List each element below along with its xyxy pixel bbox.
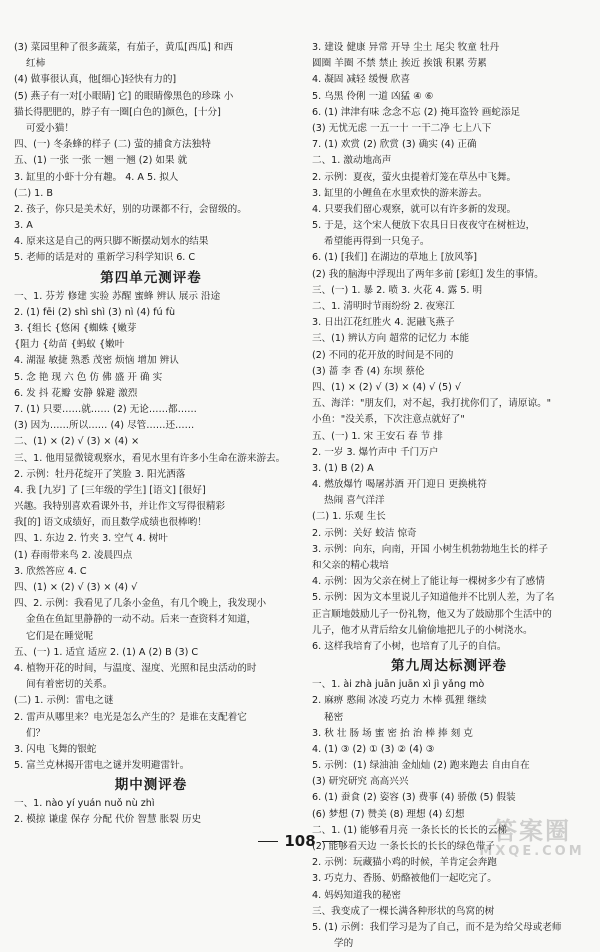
answer-line: (3) 因为……所以…… (4) 尽管……还…… (14, 420, 195, 432)
answer-line: 4. 植物开花的时间，与温度、湿度、光照和昆虫活动的时 (14, 662, 257, 674)
answer-line: 间有着密切的关系。 (26, 679, 113, 691)
answer-line: 2. 模掠 谦虚 保存 分配 代价 智慧 胀裂 历史 (14, 814, 202, 826)
answer-line: 2. 孩子，你只是美术好，别的功课都不行，会留级的。 (14, 203, 247, 215)
answer-line: 5. 念 艳 现 六 色 仿 佛 盛 开 确 实 (14, 371, 163, 383)
section-heading: 期中测评卷 (114, 777, 188, 794)
answer-line: 3. 闪电 飞舞的银蛇 (14, 743, 97, 755)
answer-line: 2. 示例：夏夜，萤火虫提着灯笼在草丛中飞舞。 (312, 171, 517, 183)
answer-line: 7. (1) 欢赏 (2) 欣赏 (3) 确实 (4) 正确 (312, 139, 477, 151)
answer-line: 三、1. 他用显微镜观察水，看见水里有许多小生命在游来游去。 (14, 452, 286, 464)
answer-line: 可爱小猫！ (26, 122, 74, 134)
answer-line: 五、(一) 1. 宋 王安石 春 节 排 (312, 430, 443, 442)
watermark-text: 答案圈 (493, 817, 571, 845)
answer-line: (2) 能够看天边 一条长长的长长的绿色带子 (312, 841, 495, 852)
answer-line: 4. 原来这是自己的两只脚不断摆动划水的结果 (14, 236, 209, 248)
answer-line: 四、2. 示例：我看见了几条小金鱼，有几个晚上，我发现小 (14, 598, 267, 610)
answer-line: 4. 妈妈知道我的秘密 (312, 889, 401, 901)
watermark-url: MXQE.COM (479, 844, 585, 859)
answer-line: 金鱼在鱼缸里静静的一动不动。后来一查资料才知道， (26, 614, 257, 626)
answer-line: 4. 凝固 减轻 缓慢 欣喜 (312, 74, 411, 86)
answer-line: 5. 示例：因为文本里说儿子知道他并不比别人差，为了名 (312, 592, 555, 604)
answer-line: 4. 示例：因为父亲在树上了能让每一棵树多少有了感情 (312, 576, 545, 588)
answer-line: 2. 麻痹 憨闹 冰凌 巧克力 木棒 孤狸 继续 (312, 695, 487, 707)
answer-line: 3. (1) B (2) A (312, 462, 374, 474)
answer-line: (2) 不同的花开放的时间是不同的 (312, 349, 454, 361)
answer-line: {阻力 {幼苗 {蚂蚁 {嫩叶 (14, 339, 125, 351)
answer-line: 二、1. 清明时节雨纷纷 2. 夜寒江 (312, 301, 455, 312)
answer-line: 红柿 (26, 58, 46, 70)
answer-line: 3. 缸里的小鲤鱼在水里欢快的游来游去。 (312, 187, 488, 199)
answer-line: 希望能再得到一只兔子。 (324, 236, 430, 248)
page-number-dash-right (322, 841, 342, 842)
answer-line: (二) 1. 示例：雷电之谜 (14, 695, 114, 707)
answer-line: (4) 做事很认真，他[细心]轻快有力的] (14, 74, 177, 86)
answer-line: (3) 无忧无虑 一五一十 一干二净 七上八下 (312, 122, 492, 134)
answer-line: 儿子，他才从背后给女儿偷偷地把儿子的小树浇水。 (312, 624, 533, 636)
answer-line: 四、(1) × (2) √ (3) × (4) √ (14, 582, 138, 593)
answer-line: 们？ (26, 727, 46, 739)
answer-line: 3. {组长 {悠闲 {蜘蛛 {嫩芽 (14, 323, 137, 334)
answer-line: (2) 我的脑海中浮现出了两年多前 [彩虹] 发生的事情。 (312, 268, 544, 280)
right-column (312, 40, 586, 952)
answer-line: 5. 老师的话是对的 重新学习科学知识 6. C (14, 252, 196, 264)
answer-line: 二、1. (1) 能够看月亮 一条长长的长长的云梯 (312, 824, 507, 836)
answer-line: 五、海洋："朋友们，对不起，我打扰你们了，请原谅。" (312, 398, 552, 410)
answer-line: 6. (1) [我们] 在湖边的草地上 [放风筝] (312, 252, 478, 264)
answer-line: 6. 发 抖 花瓣 安静 躲避 激烈 (14, 387, 138, 399)
answer-line: 3. 日出江花红胜火 4. 泥融飞燕子 (312, 317, 455, 329)
answer-line: 5. 乌黑 伶俐 一道 凶猛 ④ ⑥ (312, 90, 434, 102)
answer-line: 小鱼："没关系，下次注意点就好了" (312, 414, 465, 426)
answer-line: 5. 于是，这个宋人便放下农具日日夜夜守在树桩边， (312, 220, 536, 232)
answer-line: 三、我变成了一棵长满各种形状的鸟窝的树 (312, 905, 495, 917)
answer-line: 2. 一岁 3. 爆竹声中 千门万户 (312, 446, 439, 458)
answer-line: 三、(一) 1. 暴 2. 喷 3. 火花 4. 露 5. 明 (312, 284, 483, 296)
answer-line: 圆圈 羊圈 不禁 禁止 挨近 挨饿 积累 劳累 (312, 58, 487, 70)
answer-line: 4. 燃放爆竹 喝屠苏酒 开门迎日 更换桃符 (312, 479, 487, 491)
answer-line: 五、(1) 一张 一张 一翘 一翘 (2) 如果 就 (14, 155, 188, 167)
answer-line: 3. 巧克力、香肠、奶酪被他们一起吃完了。 (312, 873, 497, 885)
page-number-dash-left (258, 841, 278, 842)
answer-line: 一、1. 芬芳 修建 实验 苏醒 蜜蜂 辨认 展示 沿途 (14, 290, 221, 302)
answer-line: 四、1. 东边 2. 竹夹 3. 空气 4. 树叶 (14, 533, 168, 545)
answer-line: 2. (1) fēi (2) shì shì (3) nì (4) fú fù (14, 306, 176, 318)
answer-line: 6. 这样我培育了小树，也培育了儿子的自信。 (312, 640, 507, 652)
answer-line: (6) 梦想 (7) 赞美 (8) 理想 (4) 幻想 (312, 808, 465, 820)
answer-line: 7. (1) 只要……就…… (2) 无论……都…… (14, 403, 197, 415)
section-heading: 第九周达标测评卷 (391, 658, 507, 675)
answer-line: 2. 示例：玩藏猫小鸡的时候，羊肯定会奔跑 (312, 857, 497, 869)
watermark-logo (472, 818, 592, 864)
answer-line: 5. 示例：(1) 绿油油 金灿灿 (2) 跑来跑去 自由自在 (312, 760, 530, 772)
answer-line: 一、1. nào yí yuán nuǒ nù zhì (14, 798, 155, 810)
answer-line: 和父亲的精心栽培 (312, 560, 389, 571)
answer-line: (二) 1. 乐观 生长 (312, 511, 386, 523)
answer-line: 一、1. ài zhà juān juān xì jì yǎng mò (312, 679, 485, 691)
answer-line: 6. (1) 蚕食 (2) 姿容 (3) 费事 (4) 骄傲 (5) 假装 (312, 792, 516, 804)
answer-line: 2. 雷声从哪里来？电光是怎么产生的？是谁在支配着它 (14, 711, 247, 723)
answer-line: 2. 示例：牡丹花绽开了笑脸 3. 阳光洒落 (14, 468, 186, 480)
answer-line: 4. (1) ③ (2) ① (3) ② (4) ③ (312, 743, 435, 755)
answer-line: 三、(1) 辨认方向 超常的记忆力 本能 (312, 333, 470, 345)
answer-line: 4. 只要我们留心观察，就可以有许多新的发现。 (312, 203, 517, 215)
answer-line: 3. A (14, 220, 33, 232)
answer-line: 它们是在睡觉呢 (26, 630, 94, 642)
answer-line: 四、(1) × (2) √ (3) × (4) √ (5) √ (312, 381, 461, 393)
answer-line: 6. (1) 津津有味 念念不忘 (2) 掩耳盗铃 画蛇添足 (312, 106, 521, 118)
answer-line: 4. 湖湿 敏捷 熟悉 茂密 烦恼 增加 辨认 (14, 355, 179, 367)
answer-line: 5. 富兰克林揭开雷电之谜并发明避雷针。 (14, 760, 190, 772)
answer-line: 正言顺地鼓励儿子一份礼物，他又为了鼓励那个生活中的 (312, 608, 552, 620)
answer-line: (二) 1. B (14, 187, 53, 199)
answer-line: (1) 春雨带来鸟 2. 凌晨四点 (14, 549, 133, 561)
answer-line: 学的 (334, 938, 354, 950)
answer-line: 热闹 喜气洋洋 (324, 495, 385, 507)
answer-line: 兴趣。我特别喜欢看课外书，并让作文写得很精彩 (14, 501, 226, 513)
answer-line: (5) 燕子有一对[小眼睛] 它] 的眼睛像黑色的珍珠 小 (14, 90, 234, 102)
answer-line: (3) 蔷 李 香 (4) 东坝 蔡伦 (312, 365, 425, 377)
answer-line: 3. 秋 壮 肠 场 蜜 密 抬 治 棒 捧 刻 克 (312, 727, 473, 739)
answer-line: (3) 菜园里种了很多蔬菜，有茄子，黄瓜[西瓜] 和西 (14, 42, 234, 53)
answer-line: 3. 示例：向东，向南，开国 小树生机勃勃地生长的样子 (312, 543, 548, 555)
answer-line: 二、1. 激动地高声 (312, 155, 392, 167)
answer-line: 我[的] 语文成绩好，而且数学成绩也很棒哟！ (14, 517, 207, 529)
answer-line: 猫长得肥肥的，脖子有一圈[白色的]颜色，[十分] (14, 106, 221, 118)
section-heading: 第四单元测评卷 (100, 269, 202, 286)
page-number-text: 108 (284, 832, 316, 850)
answer-line: 五、(一) 1. 适宜 适应 2. (1) A (2) B (3) C (14, 646, 199, 658)
answer-line: 四、(一) 冬条蜂的样子 (二) 萤的捕食方法独特 (14, 139, 211, 151)
answer-line: 秘密 (324, 711, 344, 723)
answer-line: 3. 建设 健康 异常 开导 尘土 尾尖 牧童 牡丹 (312, 42, 500, 53)
answer-line: 二、(1) × (2) √ (3) × (4) × (14, 436, 140, 448)
answer-line: 4. 我 [九岁] 了 [三年级的学生] [语文] [很好] (14, 484, 206, 496)
answer-line: 2. 示例：关好 蛟洁 惊奇 (312, 527, 417, 539)
left-column (14, 40, 288, 829)
answer-line: 5. (1) 示例：我们学习是为了自己，而不是为给父母或老师 (312, 921, 562, 933)
answer-line: (3) 研究研究 高高兴兴 (312, 776, 409, 788)
answer-line: 3. 缸里的小虾十分有趣。 4. A 5. 拟人 (14, 171, 179, 183)
answer-line: 3. 欣然答应 4. C (14, 565, 87, 577)
